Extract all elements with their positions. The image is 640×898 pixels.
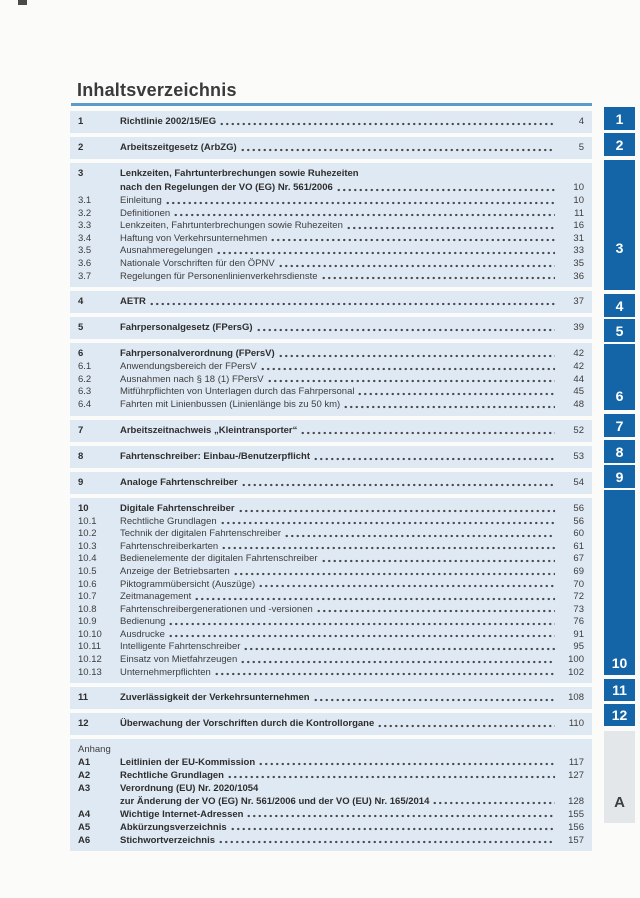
entry-number: 3.5 <box>78 245 92 257</box>
entry-number: 9 <box>78 476 84 488</box>
toc-entry-line <box>78 245 584 258</box>
entry-title: Fahrtenschreiberkarten <box>120 540 219 552</box>
page-number: 42 <box>573 361 584 373</box>
page-number: 128 <box>568 796 584 808</box>
entry-number: 10.2 <box>78 528 97 540</box>
side-tab-label: 1 <box>615 110 624 127</box>
entry-title: nach den Regelungen der VO (EG) Nr. 561/2006 <box>120 182 333 193</box>
toc-entry-line <box>78 195 584 208</box>
toc-entry-line <box>78 220 584 233</box>
entry-title: Regelungen für Personenlinienverkehrsdienste <box>120 270 318 282</box>
dot-leader <box>284 533 555 539</box>
dot-leader <box>313 697 555 703</box>
side-tab-4 <box>604 294 635 317</box>
dot-leader <box>233 571 555 577</box>
toc-group-6 <box>70 343 592 415</box>
toc-group-7 <box>70 420 592 442</box>
entry-number: 3 <box>78 168 84 179</box>
entry-title: Einleitung <box>120 195 162 206</box>
scan-artifact-mark <box>18 0 27 5</box>
page-number: 11 <box>574 207 584 219</box>
side-tab-7 <box>604 414 635 437</box>
entry-title: Fahrtenschreiber: Einbau-/Benutzerpflicht <box>120 450 311 462</box>
dot-leader <box>270 237 555 243</box>
entry-number: 11 <box>78 692 89 704</box>
page-number: 156 <box>568 822 584 834</box>
side-tab-9 <box>604 465 635 488</box>
page-number: 70 <box>573 578 584 590</box>
toc-group-12 <box>70 713 592 735</box>
page-number: 35 <box>573 257 584 269</box>
entry-number: 3.4 <box>78 232 92 244</box>
entry-title: Anwendungsbereich der FPersV <box>120 361 257 373</box>
entry-title: Unternehmerpflichten <box>120 666 211 678</box>
dot-leader <box>240 659 555 665</box>
entry-number: 10.13 <box>78 666 102 678</box>
entry-number: 1 <box>78 116 84 127</box>
page-number: 69 <box>573 565 584 577</box>
toc-entry-line <box>78 528 584 541</box>
page-number: 37 <box>573 296 584 308</box>
entry-number: 10.3 <box>78 540 97 552</box>
side-tab-8 <box>604 440 635 463</box>
toc-entry-line <box>78 782 584 795</box>
entry-number: 12 <box>78 718 89 730</box>
toc-group-3 <box>70 163 592 287</box>
toc-entry-line <box>78 717 584 731</box>
page-title: Inhaltsverzeichnis <box>77 80 237 100</box>
dot-leader <box>278 263 555 269</box>
page-number: 56 <box>573 502 584 514</box>
side-tab-6 <box>604 344 635 410</box>
dot-leader <box>377 723 555 729</box>
entry-title: Analoge Fahrtenschreiber <box>120 476 238 488</box>
toc-entry-line <box>78 821 584 834</box>
toc-entry-line <box>78 667 584 680</box>
toc-entry-line <box>78 834 584 847</box>
dot-leader <box>241 482 555 488</box>
dot-leader <box>258 583 555 589</box>
page-number: 36 <box>573 270 584 282</box>
page-number: 4 <box>578 116 584 127</box>
entry-number: 6.3 <box>78 386 92 398</box>
toc-group-1 <box>70 111 592 133</box>
entry-title: Zuverlässigkeit der Verkehrsunternehmen <box>120 692 310 704</box>
page-number: 157 <box>568 835 584 847</box>
page-number: 45 <box>573 386 584 398</box>
entry-title: Ausdrucke <box>120 628 165 640</box>
entry-number: 10.6 <box>78 578 97 590</box>
entry-number: 10 <box>78 502 89 514</box>
toc-entry-line <box>78 258 584 271</box>
entry-title: Rechtliche Grundlagen <box>120 515 217 527</box>
entry-title: Lenkzeiten, Fahrtunterbrechungen sowie Ruhezeiten <box>120 220 343 232</box>
toc-entry-line <box>78 591 584 604</box>
entry-number: 4 <box>78 296 84 308</box>
page-number: 42 <box>573 348 584 360</box>
page-number: 155 <box>568 809 584 821</box>
side-tab-5 <box>604 319 635 342</box>
side-tab-12 <box>604 704 635 726</box>
entry-number: 2 <box>78 142 84 153</box>
dot-leader <box>243 646 555 652</box>
page-number: 31 <box>573 232 584 244</box>
dot-leader <box>346 225 555 231</box>
dot-leader <box>256 327 555 333</box>
page-number: 48 <box>573 398 584 410</box>
page-number: 39 <box>573 322 584 334</box>
side-tab-label: 5 <box>615 322 624 339</box>
toc-entry-line <box>78 691 584 705</box>
toc-entry-line <box>78 208 584 221</box>
entry-title: Ausnahmeregelungen <box>120 245 213 257</box>
entry-number: A1 <box>78 757 91 769</box>
toc-entry-line <box>78 566 584 579</box>
entry-title: Arbeitszeitgesetz (ArbZG) <box>120 142 237 153</box>
entry-title: Fahrpersonalgesetz (FPersG) <box>120 322 253 334</box>
toc-entry-line <box>78 795 584 808</box>
page-number: 56 <box>573 515 584 527</box>
dot-leader <box>321 275 555 281</box>
toc-group-11 <box>70 687 592 709</box>
dot-leader <box>260 366 555 372</box>
entry-number: 6 <box>78 348 84 360</box>
toc-entry-line <box>78 321 584 335</box>
toc-entry-line <box>78 115 584 129</box>
entry-title: Ausnahmen nach § 18 (1) FPersV <box>120 373 264 385</box>
page-number: 16 <box>573 220 584 232</box>
toc-group-5 <box>70 317 592 339</box>
entry-number: 6.1 <box>78 361 92 373</box>
toc-entry-line <box>78 769 584 782</box>
side-tab-label: 8 <box>615 443 624 460</box>
toc-entry-line <box>78 181 584 195</box>
entry-title: Verordnung (EU) Nr. 2020/1054 <box>120 783 259 795</box>
entry-number: 10.5 <box>78 565 97 577</box>
page-number: 54 <box>573 476 584 488</box>
page-number: 102 <box>568 666 584 678</box>
entry-title: Fahrpersonalverordnung (FPersV) <box>120 348 275 360</box>
toc-entry-line <box>78 641 584 654</box>
toc-entry-line <box>78 616 584 629</box>
dot-leader <box>149 301 555 307</box>
dot-leader <box>168 633 555 639</box>
entry-number: 10.7 <box>78 591 97 603</box>
toc-entry-line <box>78 141 584 155</box>
entry-number: 8 <box>78 450 84 462</box>
entry-number: 6.2 <box>78 373 92 385</box>
page-number: 67 <box>573 553 584 565</box>
dot-leader <box>278 353 555 359</box>
page-number: 117 <box>568 757 584 769</box>
entry-title: Definitionen <box>120 207 171 219</box>
toc-entry-line <box>78 516 584 529</box>
page-number: 53 <box>573 450 584 462</box>
entry-title: Anzeige der Betriebsarten <box>120 565 230 577</box>
entry-title: Einsatz von Mietfahrzeugen <box>120 654 238 666</box>
page-number: 33 <box>573 245 584 257</box>
entry-title: Mitführpflichten von Unterlagen durch das Fahrpersonal <box>120 386 355 398</box>
entry-number: Anhang <box>78 744 111 756</box>
side-tab-2 <box>604 133 635 156</box>
dot-leader <box>173 212 555 218</box>
entry-number: 3.3 <box>78 220 92 232</box>
toc-entry-line <box>78 743 584 756</box>
entry-title: Rechtliche Grundlagen <box>120 770 224 782</box>
entry-number: 3.6 <box>78 257 92 269</box>
dot-leader <box>219 121 555 127</box>
toc-entry-line <box>78 167 584 181</box>
page-number: 108 <box>568 692 584 704</box>
entry-number: 10.4 <box>78 553 97 565</box>
side-tab-A <box>604 731 635 823</box>
side-tab-label: 9 <box>615 468 624 485</box>
dot-leader <box>267 378 555 384</box>
toc-entry-line <box>78 271 584 284</box>
dot-leader <box>165 200 555 206</box>
page-number: 10 <box>573 195 584 206</box>
page-number: 95 <box>573 641 584 653</box>
toc-entry-line <box>78 808 584 821</box>
dot-leader <box>336 187 555 193</box>
side-tab-label: 2 <box>615 136 624 153</box>
entry-number: 10.10 <box>78 628 102 640</box>
toc-entry-line <box>78 450 584 464</box>
toc-entry-line <box>78 476 584 490</box>
side-tab-3 <box>604 160 635 290</box>
dot-leader <box>316 608 555 614</box>
entry-title: Haftung von Verkehrsunternehmen <box>120 232 268 244</box>
toc-entry-line <box>78 361 584 374</box>
toc-entry-line <box>78 654 584 667</box>
entry-number: 3.1 <box>78 195 92 206</box>
entry-number: A2 <box>78 770 91 782</box>
toc-entry-line <box>78 553 584 566</box>
entry-title: Überwachung der Vorschriften durch die Kontrollorgane <box>120 718 375 730</box>
page-number: 10 <box>573 182 584 193</box>
page-number: 60 <box>573 528 584 540</box>
dot-leader <box>221 545 555 551</box>
entry-title: Technik der digitalen Fahrtenschreiber <box>120 528 282 540</box>
dot-leader <box>220 520 555 526</box>
entry-title: Leitlinien der EU-Kommission <box>120 757 256 769</box>
side-tab-label: A <box>614 794 625 811</box>
toc-entry-line <box>78 424 584 438</box>
page-number: 100 <box>568 654 584 666</box>
entry-title: Fahrtenschreibergenerationen und -versionen <box>120 603 313 615</box>
dot-leader <box>432 800 555 806</box>
side-tab-label: 11 <box>612 682 627 698</box>
page-number: 61 <box>573 540 584 552</box>
toc-group-2 <box>70 137 592 159</box>
entry-title: Fahrten mit Linienbussen (Linienlänge bis zu 50 km) <box>120 398 341 410</box>
page-number: 5 <box>578 142 584 153</box>
entry-number: A3 <box>78 783 91 795</box>
entry-number: 3.7 <box>78 270 92 282</box>
dot-leader <box>238 508 555 514</box>
side-tab-label: 12 <box>611 707 628 723</box>
side-tab-1 <box>604 107 635 130</box>
toc-entry-line <box>78 629 584 642</box>
toc-entry-line <box>78 347 584 361</box>
title-underline <box>71 103 592 106</box>
dot-leader <box>218 839 555 845</box>
toc-group-10 <box>70 498 592 684</box>
page-number: 110 <box>568 718 584 730</box>
dot-leader <box>227 774 555 780</box>
dot-leader <box>240 147 555 153</box>
dot-leader <box>194 596 555 602</box>
entry-number: 10.12 <box>78 654 102 666</box>
side-tab-label: 3 <box>615 240 624 256</box>
toc-entry-line <box>78 541 584 554</box>
entry-title: Bedienung <box>120 616 166 628</box>
entry-title: Piktogrammübersicht (Auszüge) <box>120 578 256 590</box>
entry-number: 10.9 <box>78 616 97 628</box>
toc-entry-line <box>78 502 584 516</box>
page-number: 91 <box>573 628 584 640</box>
entry-number: 7 <box>78 424 84 436</box>
entry-number: 10.1 <box>78 515 97 527</box>
page-number: 73 <box>573 603 584 615</box>
page-number: 52 <box>573 424 584 436</box>
dot-leader <box>216 250 555 256</box>
toc-groups <box>70 111 592 855</box>
entry-number: A4 <box>78 809 91 821</box>
entry-title: Stichwortverzeichnis <box>120 835 216 847</box>
entry-number: A6 <box>78 835 91 847</box>
side-tab-label: 6 <box>615 388 624 404</box>
page-number: 127 <box>568 770 584 782</box>
entry-title: Lenkzeiten, Fahrtunterbrechungen sowie Ruhezeiten <box>120 168 359 179</box>
dot-leader <box>258 761 555 767</box>
toc-group-9 <box>70 472 592 494</box>
page-number: 72 <box>573 591 584 603</box>
entry-title: Bedienelemente der digitalen Fahrtenschreiber <box>120 553 318 565</box>
dot-leader <box>300 430 555 436</box>
entry-number: 6.4 <box>78 398 92 410</box>
entry-title: Arbeitszeitnachweis „Kleintransporter“ <box>120 424 298 436</box>
toc-entry-line <box>78 579 584 592</box>
entry-title: Wichtige Internet-Adressen <box>120 809 244 821</box>
side-tab-11 <box>604 679 635 701</box>
entry-number: 3.2 <box>78 207 92 219</box>
entry-title: Intelligente Fahrtenschreiber <box>120 641 241 653</box>
entry-title: Abkürzungsverzeichnis <box>120 822 227 834</box>
entry-title: zur Änderung der VO (EG) Nr. 561/2006 und der VO (EU) Nr. 165/2014 <box>120 796 430 808</box>
dot-leader <box>246 813 555 819</box>
entry-number: A5 <box>78 822 91 834</box>
toc-entry-line <box>78 399 584 412</box>
side-tab-10 <box>604 490 635 675</box>
toc-group-8 <box>70 446 592 468</box>
entry-title: Zeitmanagement <box>120 591 192 603</box>
toc-group-4 <box>70 291 592 313</box>
entry-number: 10.8 <box>78 603 97 615</box>
toc-entry-line <box>78 295 584 309</box>
page-number: 44 <box>573 373 584 385</box>
entry-title: AETR <box>120 296 146 308</box>
toc-entry-line <box>78 374 584 387</box>
side-tab-label: 10 <box>611 655 628 671</box>
toc-entry-line <box>78 756 584 769</box>
side-tab-label: 4 <box>615 297 624 314</box>
dot-leader <box>313 456 555 462</box>
toc-entry-line <box>78 604 584 617</box>
page-number: 76 <box>573 616 584 628</box>
side-tab-label: 7 <box>615 417 624 434</box>
dot-leader <box>357 391 555 397</box>
entry-number: 5 <box>78 322 84 334</box>
entry-title: Richtlinie 2002/15/EG <box>120 116 217 127</box>
dot-leader <box>321 558 555 564</box>
dot-leader <box>343 404 555 410</box>
dot-leader <box>168 621 555 627</box>
toc-entry-line <box>78 386 584 399</box>
entry-number: 10.11 <box>78 641 102 653</box>
entry-title: Digitale Fahrtenschreiber <box>120 502 235 514</box>
dot-leader <box>230 826 555 832</box>
entry-title: Nationale Vorschriften für den ÖPNV <box>120 257 275 269</box>
toc-group-A <box>70 739 592 851</box>
dot-leader <box>214 671 555 677</box>
toc-entry-line <box>78 233 584 246</box>
